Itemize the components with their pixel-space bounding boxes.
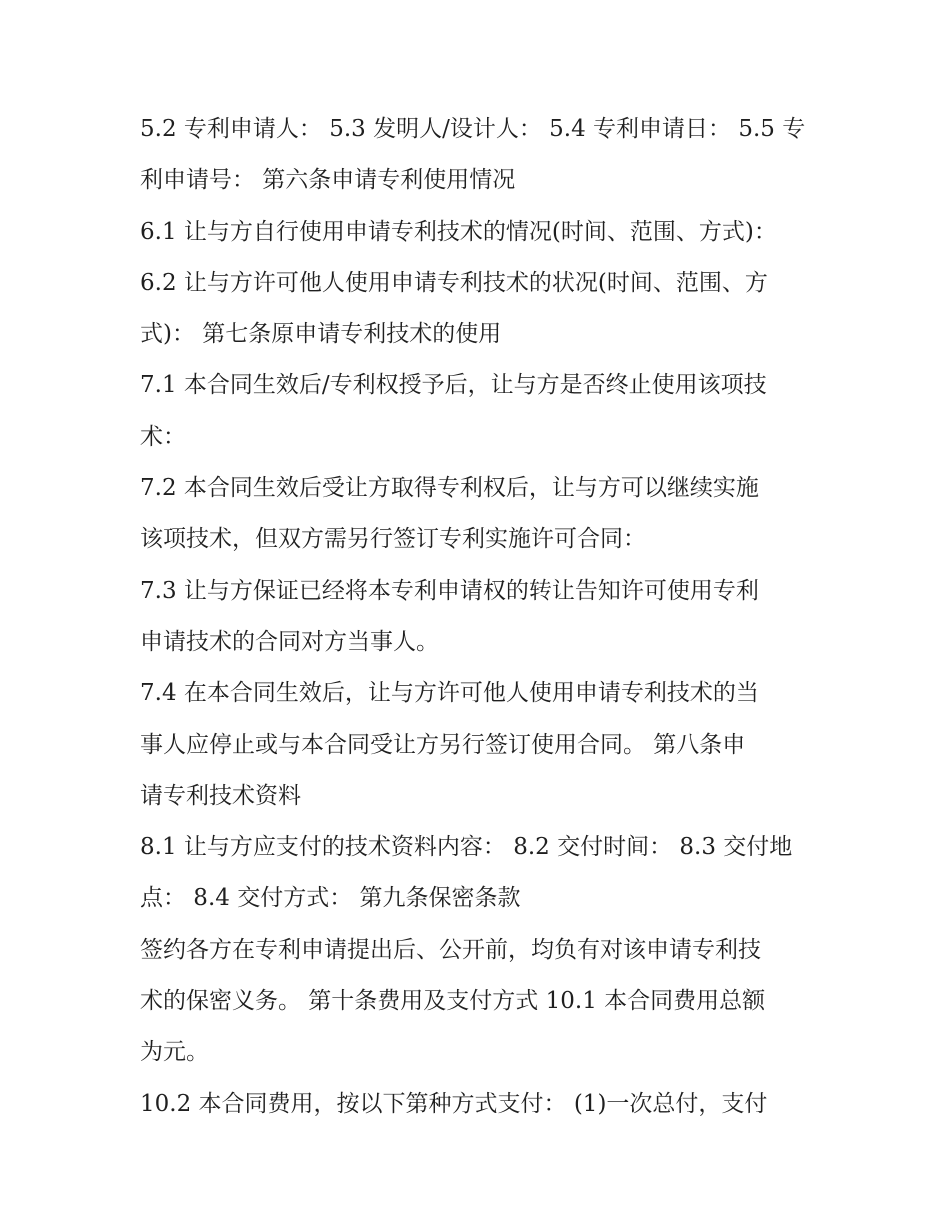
- text-line: 为元。: [140, 1039, 209, 1066]
- paragraph-6-2: [140, 258, 820, 361]
- text-line: 6.2 让与方许可他人使用申请专利技术的状况(时间、范围、方: [140, 269, 768, 296]
- text-line: 7.3 让与方保证已经将本专利申请权的转让告知许可使用专利: [140, 577, 759, 604]
- paragraph-confidentiality: [140, 925, 820, 1079]
- text-line: 该项技术，但双方需另行签订专利实施许可合同：: [140, 526, 646, 553]
- document-page: [140, 104, 820, 1130]
- text-line: 10.2 本合同费用，按以下第种方式支付： (1)一次总付，支付: [140, 1090, 768, 1117]
- text-line: 7.4 在本合同生效后，让与方许可他人使用申请专利技术的当: [140, 680, 759, 707]
- paragraph-5-2: [140, 104, 820, 207]
- text-line: 申请技术的合同对方当事人。: [140, 628, 439, 655]
- text-line: 7.2 本合同生效后受让方取得专利权后，让与方可以继续实施: [140, 475, 759, 502]
- text-line: 签约各方在专利申请提出后、公开前，均负有对该申请专利技: [140, 936, 761, 963]
- text-line: 请专利技术资料: [140, 782, 301, 809]
- text-line: 术：: [140, 423, 186, 450]
- text-line: 术的保密义务。 第十条费用及支付方式 10.1 本合同费用总额: [140, 988, 766, 1015]
- text-line: 7.1 本合同生效后/专利权授予后，让与方是否终止使用该项技: [140, 372, 767, 399]
- paragraph-7-3: [140, 566, 820, 669]
- paragraph-6-1: [140, 207, 820, 258]
- paragraph-7-4: [140, 668, 820, 822]
- text-line: 式)： 第七条原申请专利技术的使用: [140, 321, 502, 348]
- text-line: 5.2 专利申请人： 5.3 发明人/设计人： 5.4 专利申请日： 5.5 专: [140, 116, 806, 142]
- paragraph-7-2: [140, 463, 820, 566]
- text-line: 6.1 让与方自行使用申请专利技术的情况(时间、范围、方式)：: [140, 218, 777, 245]
- paragraph-7-1: [140, 360, 820, 463]
- text-line: 事人应停止或与本合同受让方另行签订使用合同。 第八条申: [140, 731, 746, 758]
- text-line: 8.1 让与方应支付的技术资料内容： 8.2 交付时间： 8.3 交付地: [140, 834, 793, 861]
- text-line: 利申请号： 第六条申请专利使用情况: [140, 167, 516, 194]
- paragraph-8-1: [140, 822, 820, 925]
- text-line: 点： 8.4 交付方式： 第九条保密条款: [140, 885, 521, 912]
- paragraph-10-2: [140, 1079, 820, 1130]
